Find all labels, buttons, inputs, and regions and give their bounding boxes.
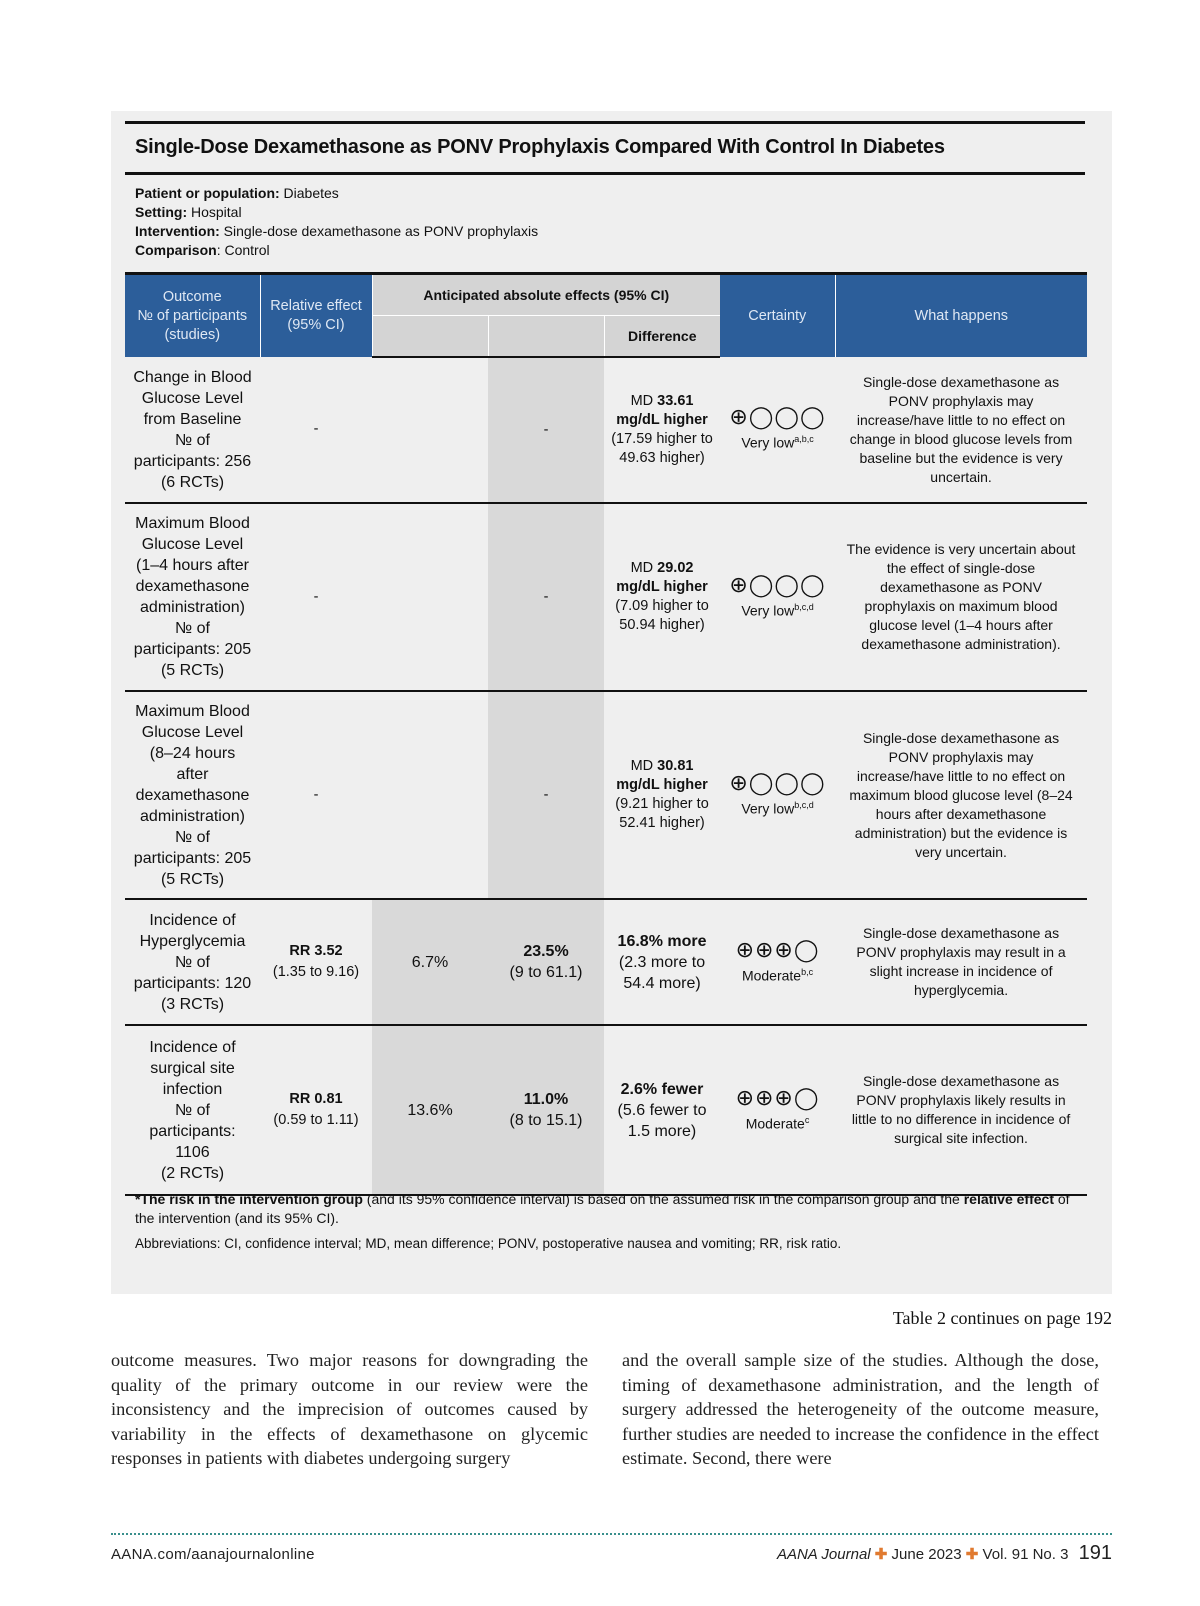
table-continues-note: Table 2 continues on page 192 <box>892 1308 1112 1328</box>
header-difference: Difference <box>604 316 720 358</box>
certainty-rating-icon: ⊕⊕⊕◯ <box>735 1084 820 1110</box>
risk-intervention-cell: 11.0% (8 to 15.1) <box>488 1025 604 1195</box>
certainty-cell: ⊕⊕⊕◯ Moderate$^c$ <box>720 1025 835 1195</box>
header-certainty: Certainty <box>720 274 835 358</box>
relative-effect-cell: RR 0.81 (0.59 to 1.11) <box>260 1025 372 1195</box>
plus-separator-icon: ✚ <box>874 1546 888 1563</box>
body-text-left-column: outcome measures. Two major reasons for downgrading the quality of the primary outcome in our review were the inconsistency and the imprecision of outcomes caused by variability in the effects of dexamethasone on glycemic responses in patients with diabetes undergoing surgery <box>111 1350 588 1468</box>
table-meta <box>135 184 538 260</box>
certainty-cell: ⊕⊕⊕◯ Moderate$^{b,c}$ <box>720 899 835 1025</box>
outcome-cell: Incidence of Hyperglycemia № of participants: 120 (3 RCTs) <box>125 899 260 1025</box>
relative-effect-cell: - <box>260 357 372 503</box>
certainty-rating-icon: ⊕◯◯◯ <box>729 404 826 430</box>
difference-cell: MD 33.61 mg/dL higher (17.59 higher to 49.63 higher) <box>604 357 720 503</box>
certainty-cell: ⊕◯◯◯ Very low$^{a,b,c}$ <box>720 357 835 503</box>
table-row <box>125 357 1087 503</box>
risk-control-cell: 13.6% <box>372 1025 488 1195</box>
meta-line: Setting: Hospital <box>135 204 242 220</box>
meta-line: Patient or population: Diabetes <box>135 185 339 201</box>
table-footnote: *The risk in the intervention group (and its 95% confidence interval) is based on the assumed risk in the comparison group and the relative effect of the intervention (and its 95% CI). <box>135 1191 1070 1226</box>
header-outcome: Outcome № of participants (studies) <box>125 274 260 358</box>
summary-of-findings-panel <box>111 111 1112 1294</box>
header-row-1 <box>125 274 1087 316</box>
header-risk-control <box>372 316 488 358</box>
risk-control-cell: 6.7% <box>372 899 488 1025</box>
header-what-happens: What happens <box>835 274 1087 358</box>
header-anticipated: Anticipated absolute effects (95% CI) <box>372 274 720 316</box>
page-number: 191 <box>1078 1542 1112 1564</box>
table-row <box>125 691 1087 899</box>
header-relative-effect: Relative effect (95% CI) <box>260 274 372 358</box>
meta-line: Intervention: Single-dose dexamethasone as PONV prophylaxis <box>135 223 539 239</box>
what-happens-cell: Single-dose dexamethasone as PONV prophylaxis may result in a slight increase in incidence of hyperglycemia. <box>835 899 1087 1025</box>
what-happens-cell: Single-dose dexamethasone as PONV prophylaxis may increase/have little to no effect on maximum blood glucose level (8–24 hours after dexamethasone administration) but the evidence is very uncertain. <box>835 691 1087 899</box>
risk-intervention-cell: - <box>488 691 604 899</box>
risk-intervention-cell: - <box>488 503 604 691</box>
certainty-rating-icon: ⊕⊕⊕◯ <box>735 936 820 962</box>
meta-line: Comparison: Control <box>135 242 270 258</box>
certainty-rating-icon: ⊕◯◯◯ <box>729 769 826 795</box>
difference-cell: 2.6% fewer (5.6 fewer to 1.5 more) <box>604 1025 720 1195</box>
risk-intervention-cell: - <box>488 357 604 503</box>
table-title: Single-Dose Dexamethasone as PONV Prophylaxis Compared With Control In Diabetes <box>135 136 945 158</box>
plus-separator-icon: ✚ <box>965 1546 979 1563</box>
footer-citation: AANA Journal ✚ June 2023 ✚ Vol. 91 No. 3 191 <box>776 1542 1112 1564</box>
table-title-bar <box>125 121 1085 175</box>
table-row <box>125 1025 1087 1195</box>
relative-effect-cell: RR 3.52 (1.35 to 9.16) <box>260 899 372 1025</box>
table-abbreviations: Abbreviations: CI, confidence interval; MD, mean difference; PONV, postoperative nausea and vomiting; RR, risk ratio. <box>135 1236 842 1251</box>
header-risk-intervention <box>488 316 604 358</box>
risk-intervention-cell: 23.5% (9 to 61.1) <box>488 899 604 1025</box>
footer-website-link[interactable]: AANA.com/aanajournalonline <box>111 1546 315 1563</box>
table-row <box>125 899 1087 1025</box>
outcome-cell: Maximum Blood Glucose Level (8–24 hours after dexamethasone administration) № of participants: 205 (5 RCTs) <box>125 691 260 899</box>
risk-control-cell <box>372 691 488 899</box>
relative-effect-cell: - <box>260 503 372 691</box>
what-happens-cell: The evidence is very uncertain about the effect of single-dose dexamethasone as PONV prophylaxis on maximum blood glucose level (1–4 hours after dexamethasone administration). <box>835 503 1087 691</box>
certainty-cell: ⊕◯◯◯ Very low$^{b,c,d}$ <box>720 691 835 899</box>
relative-effect-cell: - <box>260 691 372 899</box>
outcome-cell: Change in Blood Glucose Level from Baseline № of participants: 256 (6 RCTs) <box>125 357 260 503</box>
what-happens-cell: Single-dose dexamethasone as PONV prophylaxis may increase/have little to no effect on change in blood glucose levels from baseline but the evidence is very uncertain. <box>835 357 1087 503</box>
risk-control-cell <box>372 503 488 691</box>
table-row <box>125 503 1087 691</box>
summary-of-findings-table <box>125 272 1087 1196</box>
difference-cell: MD 30.81 mg/dL higher (9.21 higher to 52.41 higher) <box>604 691 720 899</box>
body-text-right-column: and the overall sample size of the studies. Although the dose, timing of dexamethasone administration, and the length of surgery addressed the heterogeneity of the outcome measure, further studies are needed to increase the confidence in the effect estimate. Second, there were <box>622 1350 1099 1468</box>
what-happens-cell: Single-dose dexamethasone as PONV prophylaxis likely results in little to no difference in incidence of surgical site infection. <box>835 1025 1087 1195</box>
certainty-rating-icon: ⊕◯◯◯ <box>729 571 826 597</box>
outcome-cell: Maximum Blood Glucose Level (1–4 hours after dexamethasone administration) № of participants: 205 (5 RCTs) <box>125 503 260 691</box>
difference-cell: MD 29.02 mg/dL higher (7.09 higher to 50.94 higher) <box>604 503 720 691</box>
difference-cell: 16.8% more (2.3 more to 54.4 more) <box>604 899 720 1025</box>
outcome-cell: Incidence of surgical site infection № of participants: 1106 (2 RCTs) <box>125 1025 260 1195</box>
footer-divider <box>111 1533 1112 1535</box>
certainty-cell: ⊕◯◯◯ Very low$^{b,c,d}$ <box>720 503 835 691</box>
risk-control-cell <box>372 357 488 503</box>
